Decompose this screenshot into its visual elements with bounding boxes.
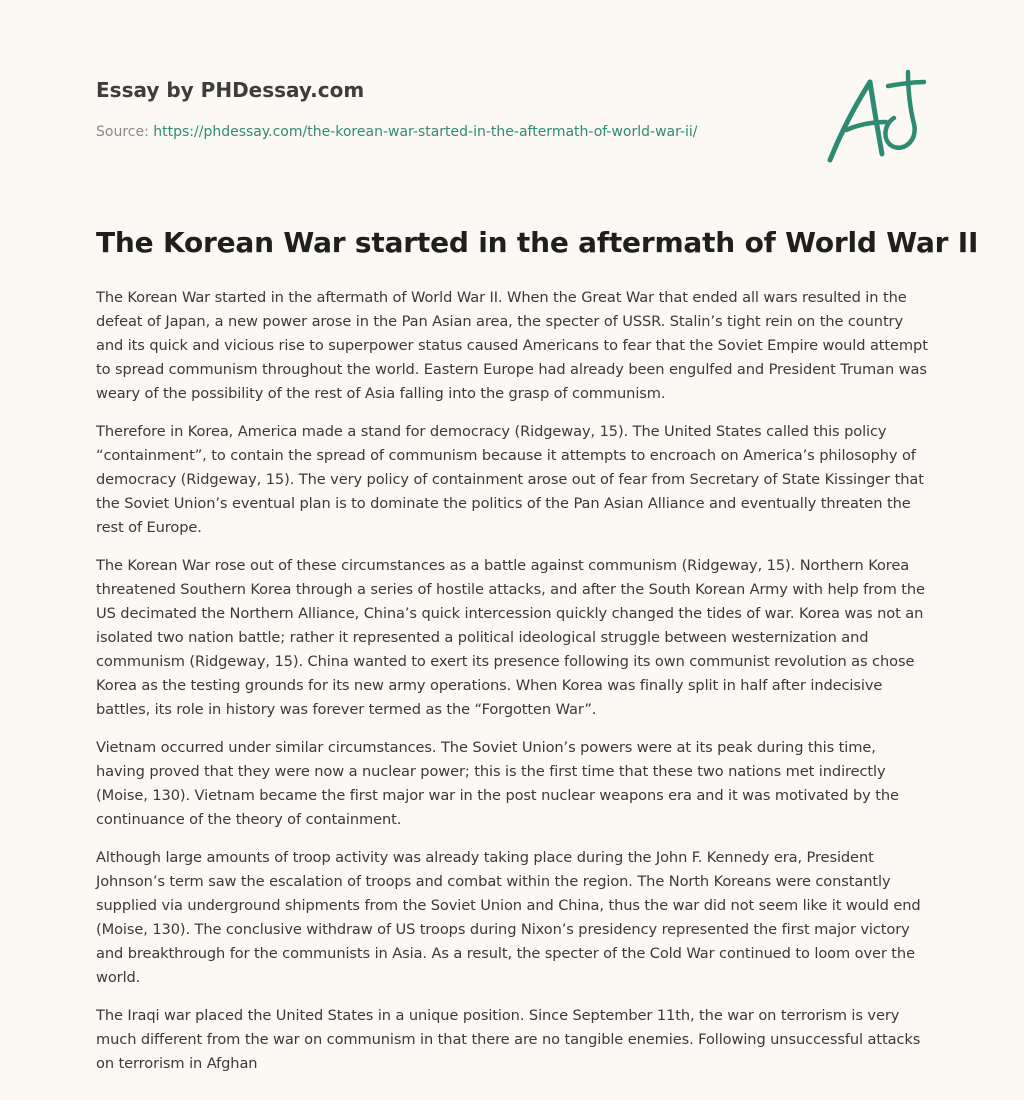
source-link[interactable]: https://phdessay.com/the-korean-war-started-in-the-aftermath-of-world-war-ii/ — [153, 124, 698, 140]
essay-paragraph: Therefore in Korea, America made a stand for democracy (Ridgeway, 15). The United States called this policy “containment”, to contain the spread of communism because it attempts to encroach on America’s philosophy of democracy (Ridgeway, 15). The very policy of containment arose out of fear from Secretary of State Kissinger that the Soviet Union’s eventual plan is to dominate the politics of the Pan Asian Alliance and eventually threaten the rest of Europe. — [96, 423, 924, 536]
source-line — [96, 124, 698, 140]
essay-body — [96, 286, 928, 1090]
essay-title: The Korean War started in the aftermath of World War II — [96, 226, 979, 259]
essay-paragraph: The Korean War rose out of these circumstances as a battle against communism (Ridgeway, 15). Northern Korea threatened Southern Korea through a series of hostile attacks, and after the South Korean Army with help from the US decimated the Northern Alliance, China’s quick intercession quickly changed the tides of war. Korea was not an isolated two nation battle; rather it represented a political ideological struggle between westernization and communism (Ridgeway, 15). China wanted to exert its presence following its own communist revolution as chose Korea as the testing grounds for its new army operations. When Korea was finally split in half after indecisive battles, its role in history was forever termed as the “Forgotten War”. — [96, 557, 925, 718]
essay-paragraph: The Iraqi war placed the United States in a unique position. Since September 11th, the war on terrorism is very much different from the war on communism in that there are no tangible enemies. Following unsuccessful attacks on terrorism in Afghan — [96, 1007, 921, 1072]
essay-paragraph: Vietnam occurred under similar circumstances. The Soviet Union’s powers were at its peak during this time, having proved that they were now a nuclear power; this is the first time that these two nations met indirectly (Moise, 130). Vietnam became the first major war in the post nuclear weapons era and it was motivated by the continuance of the theory of containment. — [96, 739, 899, 828]
a-plus-grade-icon — [824, 68, 928, 166]
essay-paragraph: The Korean War started in the aftermath of World War II. When the Great War that ended all wars resulted in the defeat of Japan, a new power arose in the Pan Asian area, the specter of USSR. Stalin’s tight rein on the country and its quick and vicious rise to superpower status caused Americans to fear that the Soviet Empire would attempt to spread communism throughout the world. Eastern Europe had already been engulfed and President Truman was weary of the possibility of the rest of Asia falling into the grasp of communism. — [96, 289, 928, 402]
essay-paragraph: Although large amounts of troop activity was already taking place during the John F. Kennedy era, President Johnson’s term saw the escalation of troops and combat within the region. The North Koreans were constantly supplied via underground shipments from the Soviet Union and China, thus the war did not seem like it would end (Moise, 130). The conclusive withdraw of US troops during Nixon’s presidency represented the first major victory and breakthrough for the communists in Asia. As a result, the specter of the Cold War continued to loom over the world. — [96, 849, 921, 986]
site-title: Essay by PHDessay.com — [96, 78, 365, 102]
source-label: Source: — [96, 124, 154, 140]
essay-page — [96, 0, 979, 1100]
